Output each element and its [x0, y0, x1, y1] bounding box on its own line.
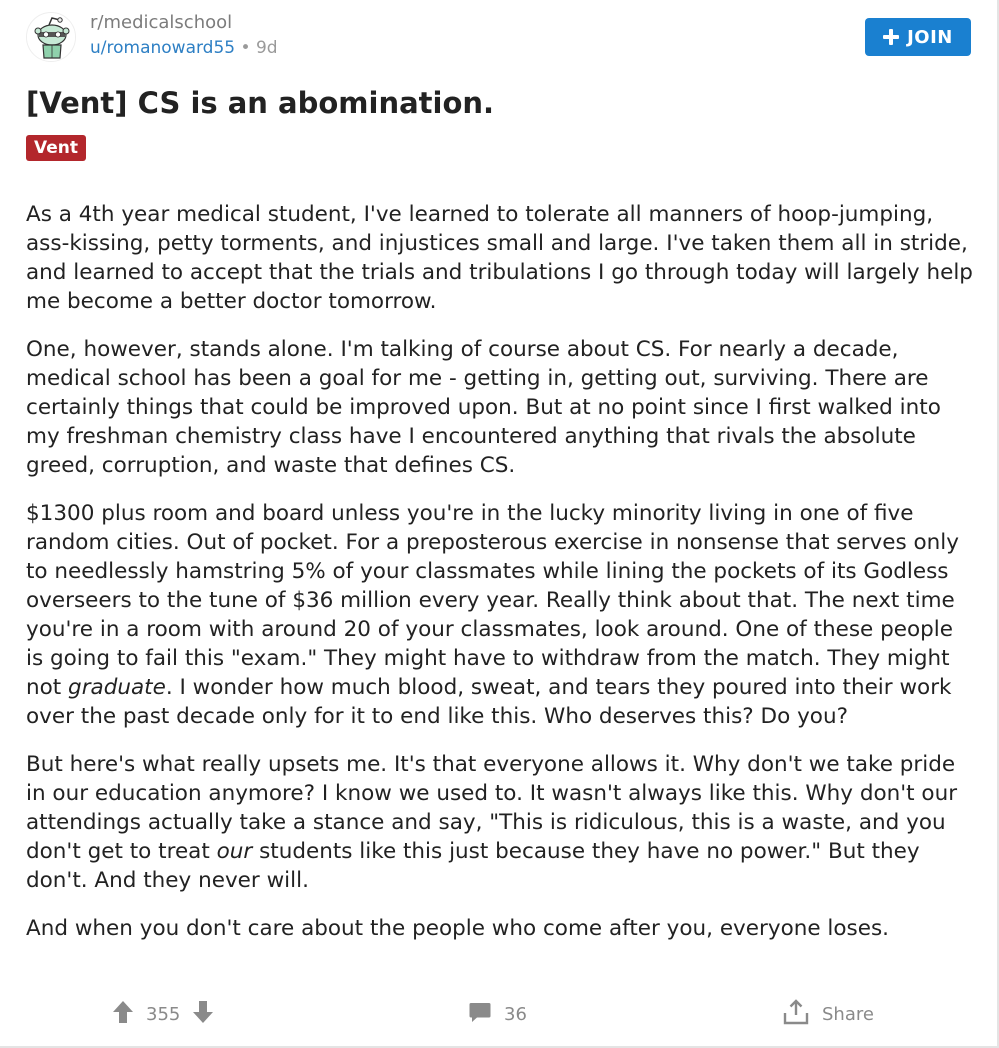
post-action-bar — [0, 996, 999, 1032]
join-button[interactable] — [865, 18, 971, 56]
author-line — [90, 36, 278, 60]
share-icon — [782, 998, 810, 1031]
body-paragraph-2 — [26, 335, 976, 480]
share-button[interactable] — [782, 996, 874, 1032]
body-text: But here's what really upsets me. It's that everyone allows it. Why don't we take pride in our education anymore? I know we used to. It wasn't always like this. Why don't our attendings actually take a stance and say, "This is ridiculous, this is a waste, and you don't get to treat — [26, 752, 958, 864]
subreddit-avatar[interactable] — [26, 12, 76, 62]
body-paragraph-4 — [26, 750, 976, 895]
author-link[interactable]: u/romanoward55 — [90, 38, 236, 58]
comment-bubble-icon — [468, 1000, 492, 1029]
body-text: One, however, stands alone. I'm talking of course about CS. For nearly a decade, medical school has been a goal for me - getting in, getting out, surviving. There are certainly things that could be improved upon. But at no point since I first walked into my freshman chemistry class have I encountered anything that rivals the absolute greed, corruption, and waste that defines CS. — [26, 337, 941, 478]
post-flair[interactable]: Vent — [26, 135, 86, 161]
post-title[interactable]: [Vent] CS is an abomination. — [26, 86, 495, 120]
share-label: Share — [822, 1003, 874, 1025]
vote-controls — [112, 996, 214, 1032]
emphasis-text: graduate — [68, 675, 166, 700]
plus-icon — [883, 29, 899, 45]
downvote-arrow-icon[interactable] — [192, 1000, 214, 1029]
post-header — [26, 12, 976, 64]
post-age: 9d — [255, 38, 278, 58]
meta-separator: • — [240, 38, 251, 58]
post-body — [26, 200, 976, 962]
comment-count: 36 — [504, 1003, 527, 1025]
upvote-arrow-icon[interactable] — [112, 1000, 134, 1029]
body-text: And when you don't care about the people who come after you, everyone loses. — [26, 916, 890, 941]
body-paragraph-3 — [26, 499, 976, 731]
body-text: . I wonder how much blood, sweat, and tears they poured into their work over the past decade only for it to end like this. Who deserves this? Do you? — [26, 675, 952, 729]
body-paragraph-1 — [26, 200, 976, 316]
comments-button[interactable] — [468, 996, 527, 1032]
vote-score: 355 — [146, 1003, 181, 1025]
join-label: JOIN — [907, 26, 953, 48]
body-text: students like this just because they have no power." But they don't. And they never will. — [26, 839, 920, 893]
snoo-avatar-icon — [27, 13, 76, 62]
subreddit-name[interactable]: r/medicalschool — [90, 12, 233, 33]
body-text: As a 4th year medical student, I've learned to tolerate all manners of hoop-jumping, ass-kissing, petty torments, and injustices small and large. I've taken them all in stride, and learned to accept that the trials and tribulations I go through today will largely help me become a better doctor tomorrow. — [26, 202, 973, 314]
body-text: $1300 plus room and board unless you're in the lucky minority living in one of five random cities. Out of pocket. For a preposterous exercise in nonsense that serves only to needlessly hamstring 5% of your classmates while lining the pockets of its Godless overseers to the tune of $36 million every year. Really think about that. The next time you're in a room with around 20 of your classmates, look around. One of these people is going to fail this "exam." They might have to withdraw from the match. They might not — [26, 501, 959, 700]
post-meta — [90, 12, 278, 60]
emphasis-text: our — [216, 839, 253, 864]
body-paragraph-5 — [26, 914, 976, 943]
